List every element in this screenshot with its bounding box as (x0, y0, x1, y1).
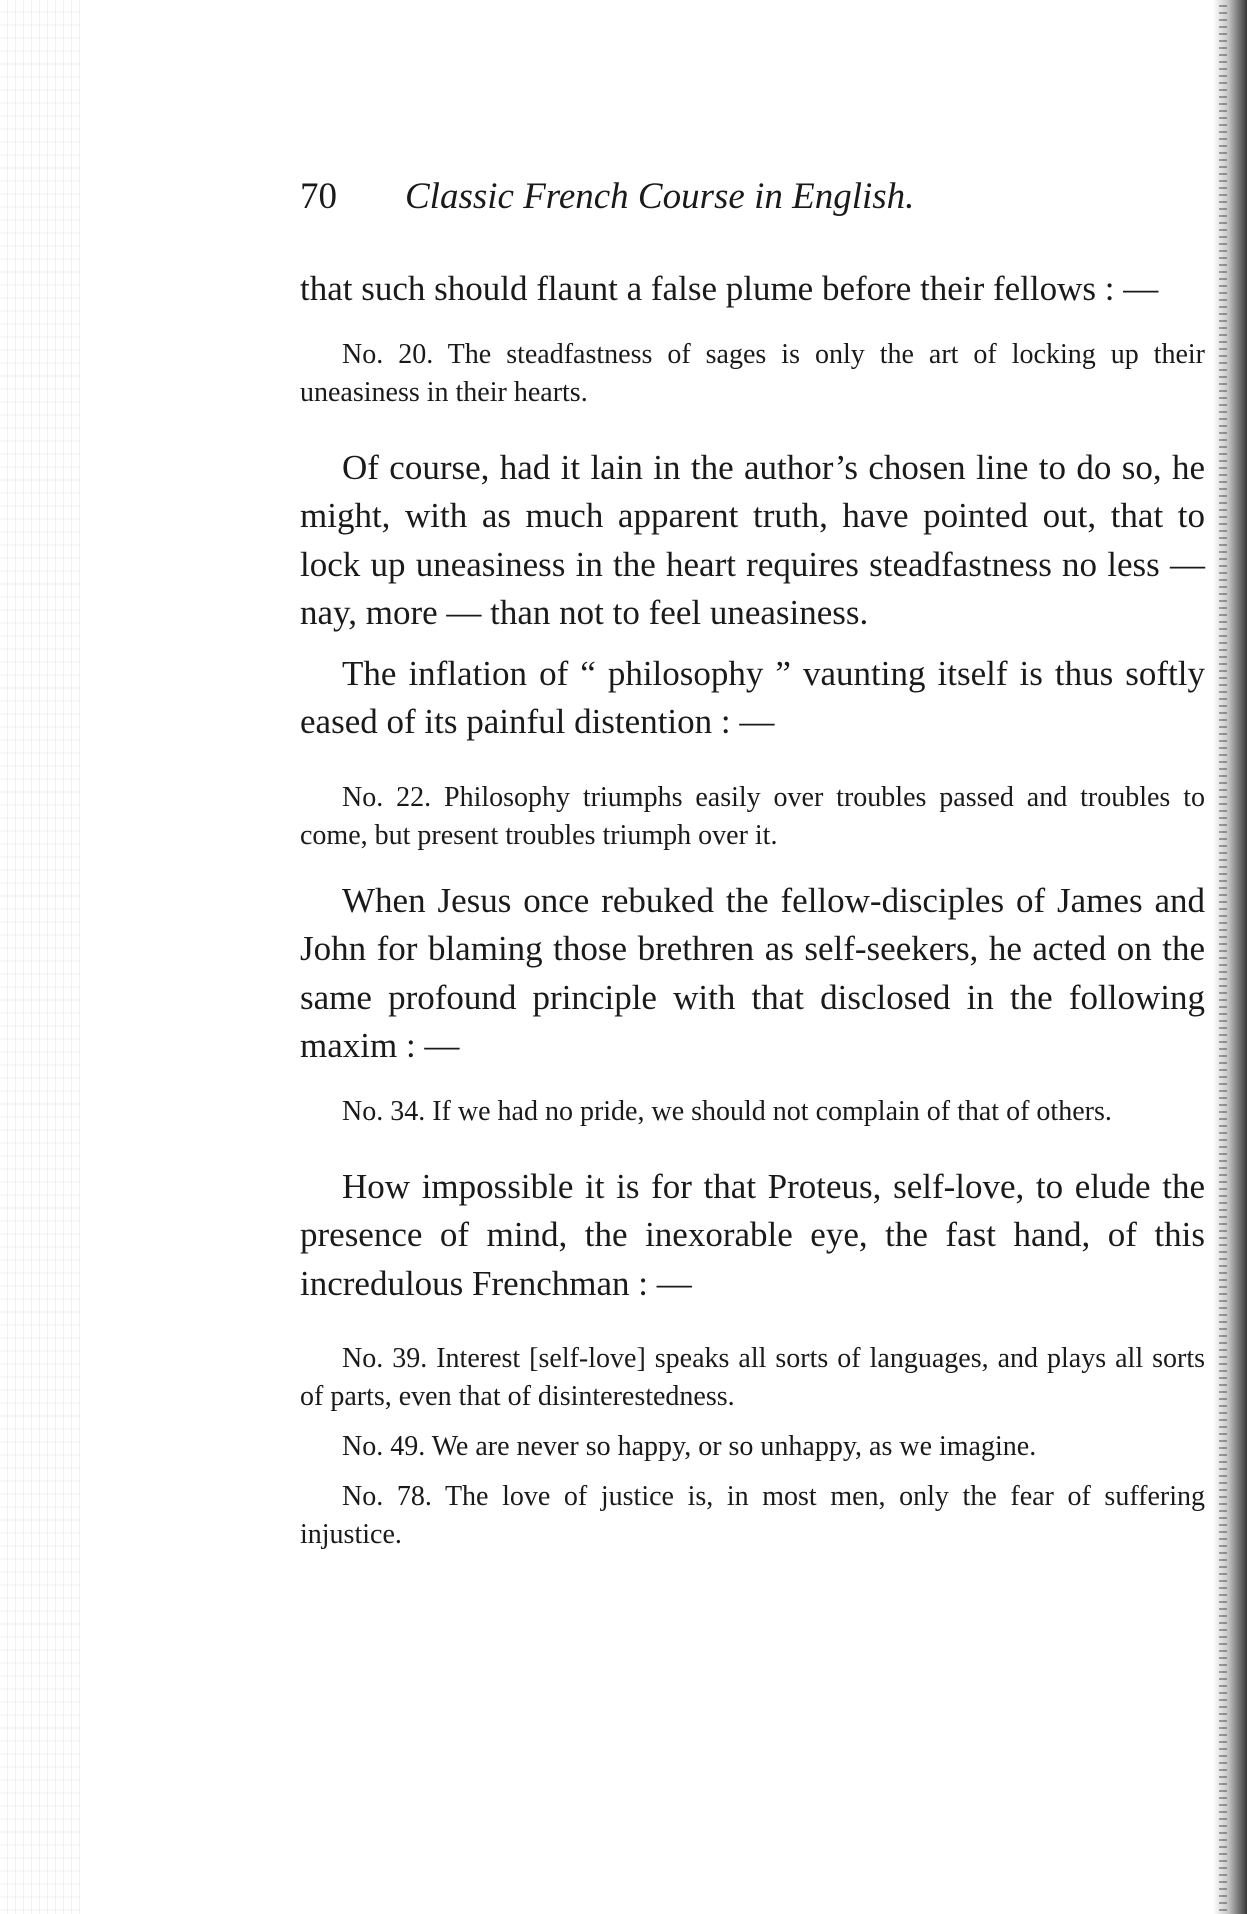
maxim-49: No. 49. We are never so happy, or so unhappy, as we imagine. (342, 1431, 1037, 1462)
maxim-39: No. 39. Interest [self-love] speaks all sorts of languages, and plays all sorts of parts, even that of disinterestedness. (300, 1343, 1205, 1412)
paragraph-steadfastness: Of course, had it lain in the author’s chosen line to do so, he might, with as much apparent truth, have pointed out, that to lock up uneasiness in the heart requires steadfastness no less — nay, more — than not to feel uneasiness. (300, 447, 1205, 632)
paragraph-jesus: When Jesus once rebuked the fellow-disciples of James and John for blaming those brethren as self-seekers, he acted on the same profound principle with that disclosed in the following maxim : — (300, 880, 1205, 1065)
book-page (300, 175, 1205, 1554)
paragraph-proteus: How impossible it is for that Proteus, self-love, to elude the presence of mind, the inexorable eye, the fast hand, of this incredulous Frenchman : — (300, 1166, 1205, 1303)
maxim-20: No. 20. The steadfastness of sages is only the art of locking up their uneasiness in their hearts. (300, 338, 1205, 408)
maxim-78: No. 78. The love of justice is, in most men, only the fear of suffering injustice. (300, 1481, 1205, 1550)
running-title: Classic French Course in English. (405, 176, 915, 217)
page-number: 70 (300, 176, 337, 217)
maxim-34: No. 34. If we had no pride, we should not complain of that of others. (342, 1095, 1112, 1127)
scan-right-edge-shadow (1213, 0, 1247, 1914)
paragraph-philosophy: The inflation of “ philosophy ” vaunting itself is thus softly eased of its painful distention : — (300, 653, 1205, 741)
running-head (300, 175, 1205, 235)
maxim-22: No. 22. Philosophy triumphs easily over troubles passed and troubles to come, but present troubles triumph over it. (300, 781, 1205, 851)
paragraph-continuation: that such should flaunt a false plume before their fellows : — (300, 269, 1159, 308)
scan-left-margin-artifact (0, 0, 80, 1914)
